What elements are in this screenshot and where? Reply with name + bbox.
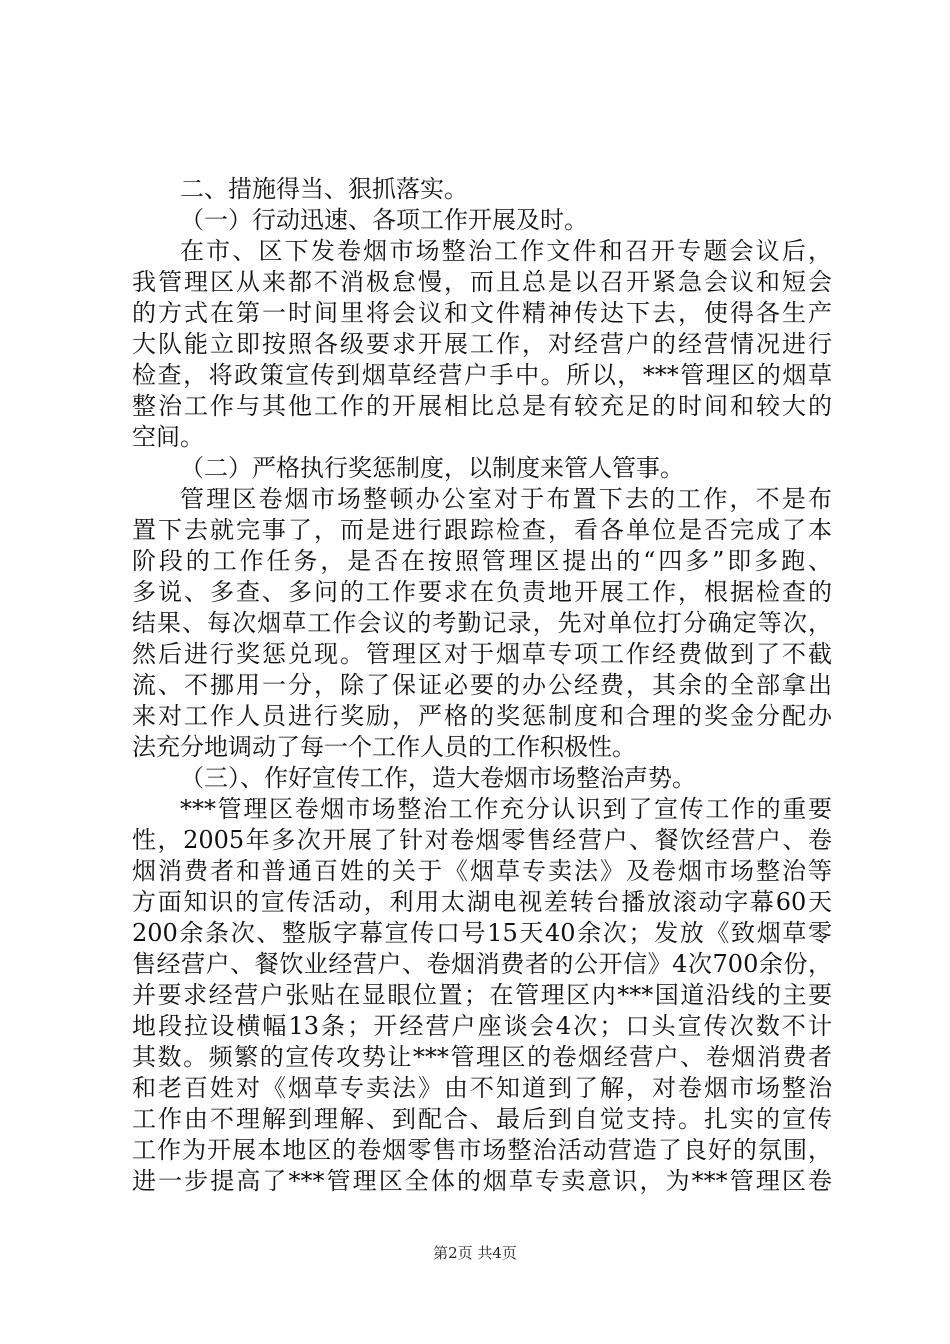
paragraph-line: 管理区卷烟市场整顿办公室对于布置下去的工作，不是布 [180, 485, 832, 513]
paragraph-line: 地段拉设横幅13条；开经营户座谈会4次；口头宣传次数不计 [132, 1012, 832, 1040]
paragraph-line: 200余条次、整版字幕宣传口号15天40余次；发放《致烟草零 [132, 919, 832, 947]
paragraph-line: 其数。频繁的宣传攻势让***管理区的卷烟经营户、卷烟消费者 [132, 1043, 832, 1071]
subheading-2: （二）严格执行奖惩制度，以制度来管人管事。 [180, 454, 684, 482]
paragraph-line: 多说、多查、多问的工作要求在负责地开展工作，根据检查的 [132, 578, 832, 606]
paragraph-line: 在市、区下发卷烟市场整治工作文件和召开专题会议后， [180, 237, 832, 265]
paragraph-line: 然后进行奖惩兑现。管理区对于烟草专项工作经费做到了不截 [132, 640, 832, 668]
paragraph-line: 和老百姓对《烟草专卖法》由不知道到了解，对卷烟市场整治 [132, 1074, 832, 1102]
paragraph-line: ***管理区卷烟市场整治工作充分认识到了宣传工作的重要 [180, 795, 832, 823]
subheading-3: （三）、作好宣传工作，造大卷烟市场整治声势。 [180, 764, 696, 792]
paragraph-line: 结果、每次烟草工作会议的考勤记录，先对单位打分确定等次， [132, 609, 832, 637]
paragraph-line: 工作由不理解到理解、到配合、最后到自觉支持。扎实的宣传 [132, 1105, 832, 1133]
section-heading-2: 二、措施得当、狠抓落实。 [180, 175, 468, 203]
paragraph-line: 阶段的工作任务，是否在按照管理区提出的“四多”即多跑、 [132, 547, 832, 575]
paragraph-line: 流、不挪用一分，除了保证必要的办公经费，其余的全部拿出 [132, 671, 832, 699]
paragraph-line: 售经营户、餐饮业经营户、卷烟消费者的公开信》4次700余份， [132, 950, 832, 978]
paragraph-line: 烟消费者和普通百姓的关于《烟草专卖法》及卷烟市场整治等 [132, 857, 832, 885]
subheading-1: （一）行动迅速、各项工作开展及时。 [180, 206, 588, 234]
paragraph-line: 性，2005年多次开展了针对卷烟零售经营户、餐饮经营户、卷 [132, 826, 832, 854]
paragraph-line: 空间。 [132, 423, 204, 451]
paragraph-line: 进一步提高了***管理区全体的烟草专卖意识，为***管理区卷 [132, 1167, 832, 1195]
page-number-footer: 第2页 共4页 [433, 1244, 517, 1262]
paragraph-line: 我管理区从来都不消极怠慢，而且总是以召开紧急会议和短会 [132, 268, 832, 296]
paragraph-line: 检查，将政策宣传到烟草经营户手中。所以，***管理区的烟草 [132, 361, 832, 389]
paragraph-line: 并要求经营户张贴在显眼位置；在管理区内***国道沿线的主要 [132, 981, 832, 1009]
paragraph-line: 工作为开展本地区的卷烟零售市场整治活动营造了良好的氛围， [132, 1136, 832, 1164]
paragraph-line: 法充分地调动了每一个工作人员的工作积极性。 [132, 733, 636, 761]
paragraph-line: 方面知识的宣传活动，利用太湖电视差转台播放滚动字幕60天 [132, 888, 832, 916]
paragraph-line: 来对工作人员进行奖励，严格的奖惩制度和合理的奖金分配办 [132, 702, 832, 730]
paragraph-line: 置下去就完事了，而是进行跟踪检查，看各单位是否完成了本 [132, 516, 832, 544]
paragraph-line: 大队能立即按照各级要求开展工作，对经营户的经营情况进行 [132, 330, 832, 358]
paragraph-line: 整治工作与其他工作的开展相比总是有较充足的时间和较大的 [132, 392, 832, 420]
document-body [132, 174, 832, 1197]
paragraph-line: 的方式在第一时间里将会议和文件精神传达下去，使得各生产 [132, 299, 832, 327]
